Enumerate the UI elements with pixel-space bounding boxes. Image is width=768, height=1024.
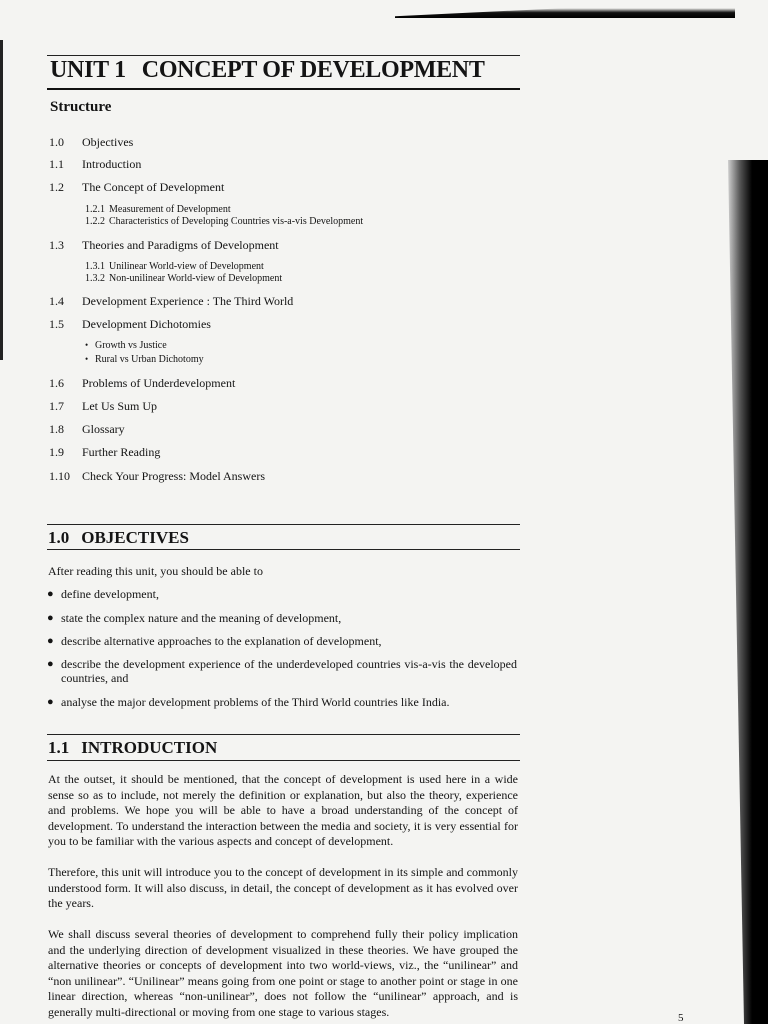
list-item: ● state the complex nature and the meaning of development,	[47, 611, 342, 625]
scan-shadow-top	[395, 0, 735, 18]
section-rule-top	[47, 734, 520, 735]
page-number: 5	[678, 1012, 684, 1024]
list-item: ● analyse the major development problems of the Third World countries like India.	[47, 695, 450, 709]
bullet-icon: •	[85, 354, 89, 364]
scan-shadow-right	[728, 160, 768, 1024]
toc-subitem: 1.3.2 Non-unilinear World-view of Development	[85, 273, 283, 284]
bullet-icon: ●	[47, 696, 54, 708]
unit-title-text: CONCEPT OF DEVELOPMENT	[141, 57, 485, 83]
section-rule-bottom	[47, 760, 520, 761]
toc-bullet: • Growth vs Justice	[85, 340, 167, 351]
structure-heading: Structure	[50, 99, 112, 115]
list-item: ● describe the development experience of the underdeveloped countries vis-a-vis the developed countries, and	[47, 657, 517, 685]
scan-shadow-left	[0, 40, 3, 360]
introduction-paragraph: We shall discuss several theories of development to comprehend fully their policy implication and the underlying direction of development visualized in these theories. We have grouped the alternative theories or concepts of development into two world-views, viz., the “unilinear” and “non unilinear”. “Unilinear” means going from one point or stage to another point or stage in one linear direction, whereas “non-unilinear”, does not follow the “unilinear” approach, and is generally multi-directional or moving from one stage to various stages.	[48, 927, 518, 1019]
section-rule-top	[47, 524, 520, 525]
list-item: ● describe alternative approaches to the explanation of development,	[47, 634, 382, 648]
bullet-icon: •	[85, 340, 89, 350]
introduction-paragraph: Therefore, this unit will introduce you to the concept of development in its simple and commonly understood form. It will also discuss, in detail, the concept of development as it has evolved over the years.	[48, 865, 518, 910]
bullet-icon: ●	[47, 635, 54, 647]
objectives-heading: 1.0 OBJECTIVES	[48, 528, 189, 547]
introduction-paragraph: At the outset, it should be mentioned, that the concept of development is used here in a wide sense so as to include, not merely the definition or explanation, but also the theory, experience and problems. We hope you will be able to have a broad understanding of the concept of development. To understand the interaction between the media and society, it is very essential for you to be familiar with the various aspects and concept of development.	[48, 772, 518, 848]
bullet-icon: ●	[47, 658, 54, 670]
title-rule-bottom	[47, 88, 520, 90]
toc-bullet: • Rural vs Urban Dichotomy	[85, 354, 204, 365]
bullet-icon: ●	[47, 588, 54, 600]
title-rule-top	[47, 55, 520, 56]
unit-title	[50, 57, 485, 84]
introduction-heading: 1.1 INTRODUCTION	[48, 738, 218, 757]
objectives-intro: After reading this unit, you should be able to	[48, 564, 263, 578]
toc-subitem: 1.2.2 Characteristics of Developing Countries vis-a-vis Development	[85, 216, 364, 227]
toc-subitem: 1.2.1 Measurement of Development	[85, 204, 231, 215]
section-rule-bottom	[47, 549, 520, 550]
bullet-icon: ●	[47, 612, 54, 624]
unit-number: UNIT 1	[50, 57, 126, 83]
list-item: ● define development,	[47, 587, 159, 601]
toc-subitem: 1.3.1 Unilinear World-view of Development	[85, 261, 264, 272]
